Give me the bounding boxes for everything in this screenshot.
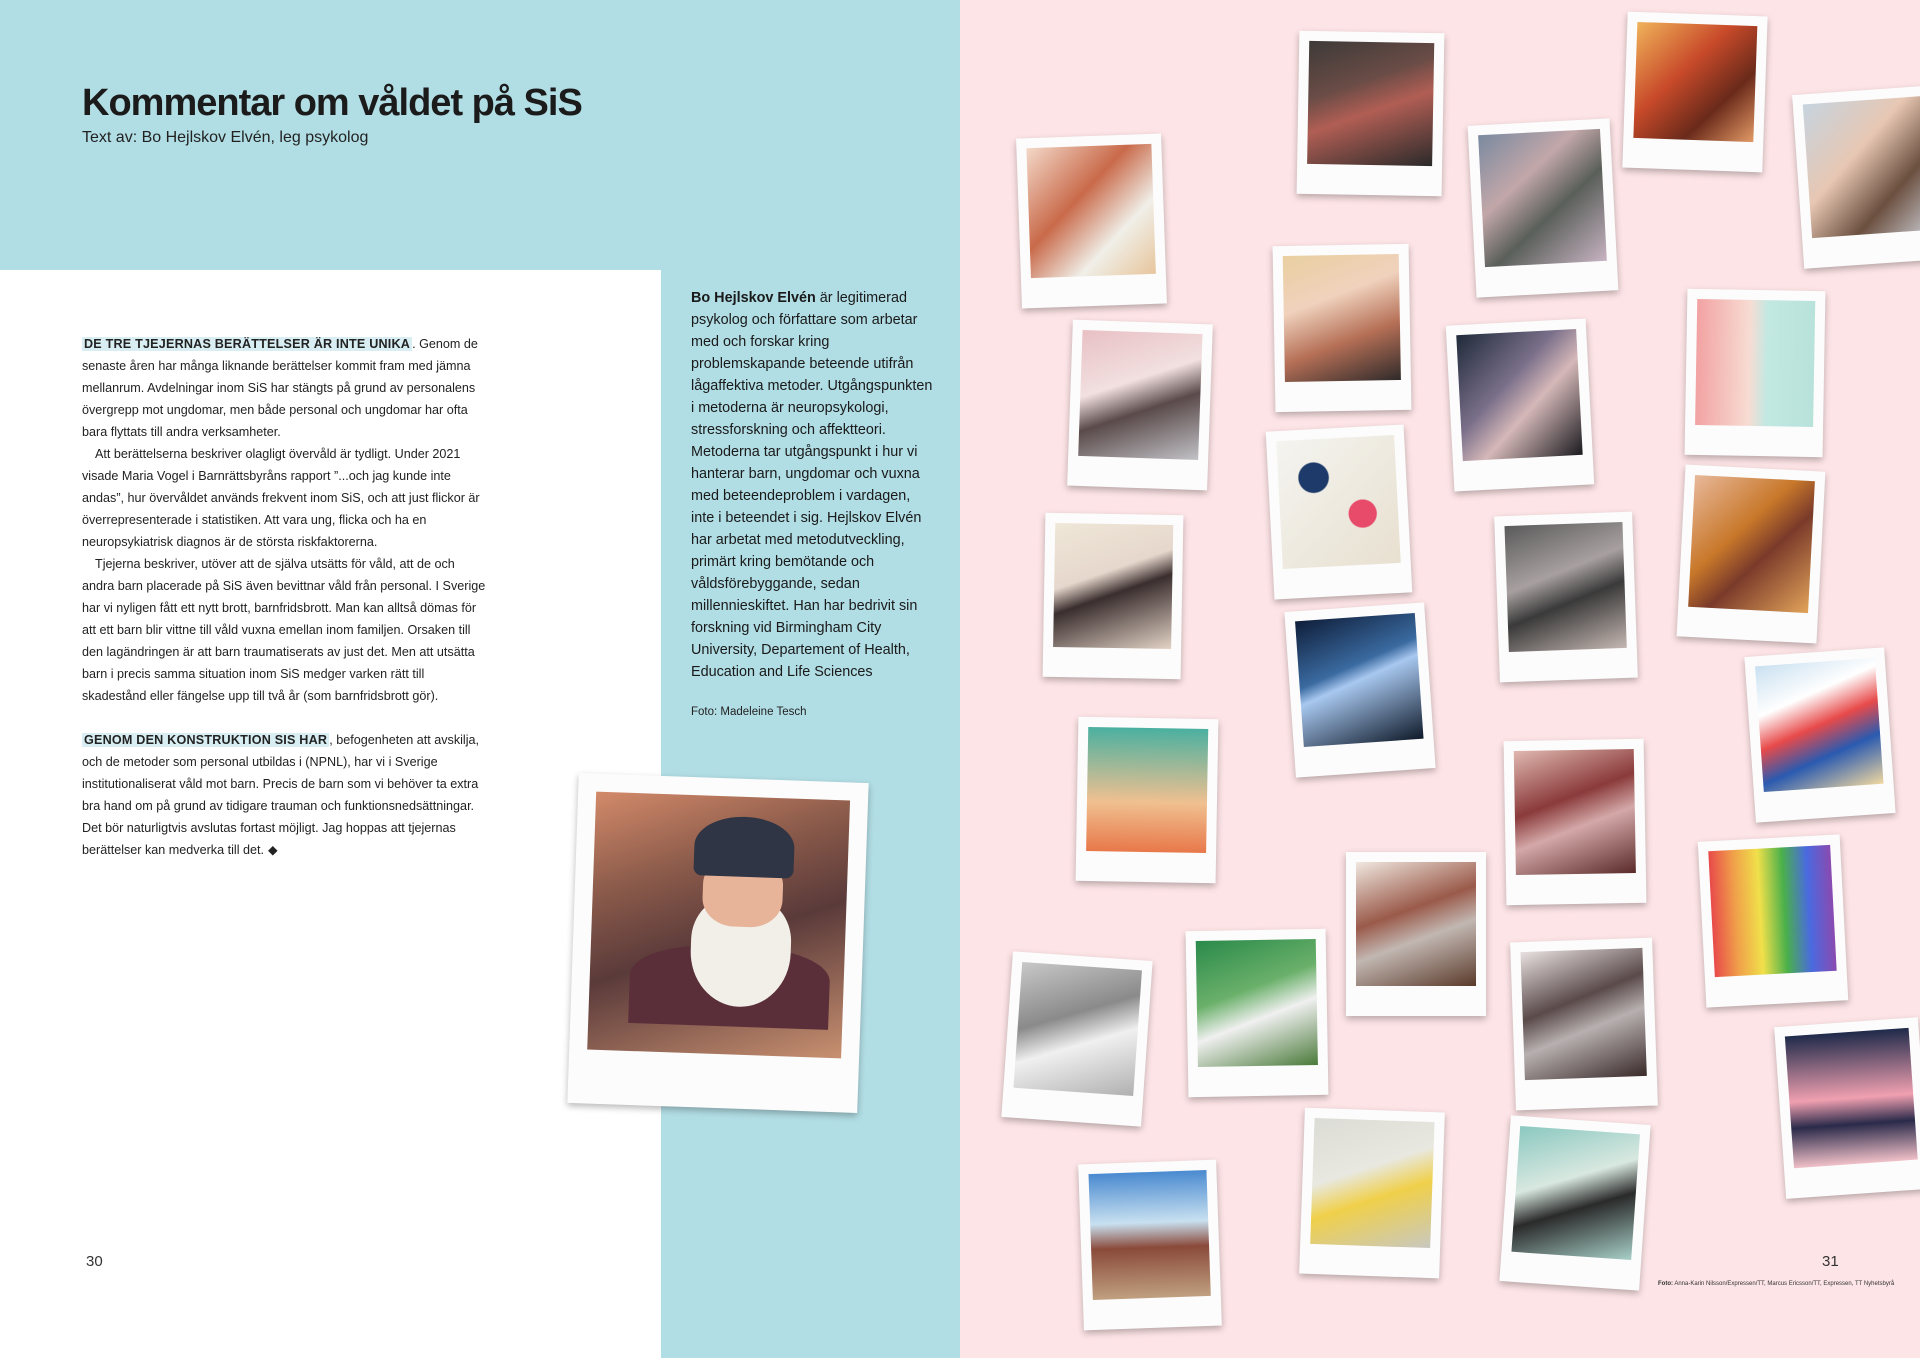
crying-girl-photo	[1456, 329, 1582, 461]
polaroid-night-flowers	[1744, 647, 1895, 822]
paragraph-text: . Genom de senaste åren har många liknande berättelser kommit fram med jämna mellanrum. Avdelningar inom SiS har stängts på grund av personalens övergrepp mot ungdomar, men både personal och ungdomar har ofta bara flyttats till andra verksamheter.	[82, 337, 478, 439]
ferris-wheel-photo	[1086, 727, 1208, 853]
polaroid-graffiti-wall	[1297, 31, 1445, 197]
brick-building-photo	[1708, 845, 1836, 977]
photo-credits	[1658, 1281, 1895, 1287]
watercolor-paints-photo	[1276, 435, 1401, 569]
paragraph-text: , befogenheten att avskilja, och de metoder som personal utbildas i (NPNL), har vi i Sverige institutionaliserat våld mot barn. Precis de barn som vi behöver ta extra bra hand om på grund av tidigare trauman och funktionsnedsättningar. Det bör naturligtvis avslutas fortast möjligt. Jag hoppas att tjejernas berättelser kan medverka till det.	[82, 733, 480, 857]
bio-name: Bo Hejlskov Elvén	[691, 290, 816, 306]
polaroid-toddler-girl	[1510, 938, 1658, 1111]
polaroid-blonde-girl	[1273, 244, 1412, 412]
page-number-right: 31	[1822, 1253, 1839, 1270]
credits-text: Anna-Karin Nilsson/Expressen/TT, Marcus Ericsson/TT, Expressen, TT Nyhetsbyrå	[1673, 1281, 1895, 1287]
shopping-carts-photo	[1310, 1118, 1434, 1248]
security-camera-photo	[1196, 939, 1318, 1067]
article-paragraph	[82, 333, 487, 443]
article-paragraph	[82, 729, 487, 861]
polaroid-street-buildings-sign	[1499, 1115, 1650, 1290]
polaroid-roaring-lion	[1677, 464, 1826, 643]
polaroid-security-camera	[1186, 929, 1329, 1097]
end-mark-icon: ◆	[268, 843, 278, 857]
polaroid-sis-flag	[1774, 1017, 1920, 1199]
pregnant-woman-photo	[1053, 523, 1173, 649]
polaroid-hanging-keys	[1067, 320, 1213, 491]
cat-in-flowers-photo	[1478, 129, 1607, 267]
graffiti-wall-photo	[1307, 41, 1434, 166]
polaroid-cat-in-flowers	[1468, 118, 1619, 297]
hanging-keys-photo	[1078, 330, 1202, 460]
author-bio	[691, 287, 936, 683]
rainbow-flag-woman-photo	[1013, 962, 1141, 1096]
children-eating-pizza-photo	[1026, 144, 1155, 278]
polaroid-crying-girl	[1446, 318, 1594, 491]
polaroid-ocean-sunset	[1078, 1160, 1222, 1331]
author-portrait-image	[587, 792, 850, 1059]
ocean-sunset-photo	[1088, 1170, 1210, 1300]
bio-text	[691, 287, 936, 683]
polaroid-children-eating-pizza	[1016, 134, 1167, 309]
sis-flag-photo	[1785, 1028, 1918, 1168]
sunset-sky-photo	[1295, 613, 1423, 747]
polaroid-girl-in-car-seat	[1792, 85, 1920, 268]
roaring-lion-photo	[1688, 475, 1815, 613]
polaroid-rainbow-flag-woman	[1001, 951, 1152, 1126]
polaroid-sunset-sky	[1284, 602, 1435, 777]
article-paragraph: Tjejerna beskriver, utöver att de själva utsätts för våld, att de och andra barn placerade på SiS även bevittnar våld från personal. I Sverige har vi nyligen fått ett nytt brott, barnfridsbrott. Man kan alltså dömas för att ett barn blir vittne till våld vuxna emellan inom familjen. Orsaken till den lagändringen är att barn traumatiserats av just det. Men att utsätta barn i precis samma situation inom SiS medger varken rätt till skadestånd eller fängelse upp till två år (som barnfridsbrott gör).	[82, 557, 486, 703]
polaroid-trees-from-below	[1346, 852, 1486, 1016]
polaroid-alarm-clock	[1685, 289, 1826, 457]
article-body	[82, 333, 487, 861]
article-title: Kommentar om våldet på SiS	[82, 82, 582, 124]
girl-in-car-seat-photo	[1803, 96, 1920, 238]
polaroid-shopping-carts	[1299, 1108, 1445, 1279]
bio-description: är legitimerad psykolog och författare som arbetar med och forskar kring problemskapande beteende utifrån lågaffektiva metoder. Utgångspunkten i metoderna är neuropsykologi, stressforskning och affektteori. Metoderna tar utgångspunkt i hur vi hanterar barn, ungdomar och vuxna med beteendeproblem i vardagen, inte i beteendet i sig. Hejlskov Elvén har arbetat med metodutveckling, primärt kring bemötande och våldsförebyggande, sedan millennieskiftet. Han har bedrivit sin forskning vid Birmingham City University, Departement of Health, Education and Life Sciences	[691, 290, 933, 680]
blonde-girl-photo	[1283, 254, 1401, 382]
byline: Text av: Bo Hejlskov Elvén, leg psykolog	[82, 129, 369, 146]
polaroid-girl-red-tones	[1622, 12, 1767, 173]
credits-label: Foto:	[1658, 1281, 1673, 1287]
author-photo	[567, 773, 868, 1113]
polaroid-pregnant-woman	[1043, 513, 1184, 679]
polaroid-watercolor-paints	[1266, 425, 1413, 600]
corridor-photo	[1504, 522, 1626, 652]
alarm-clock-photo	[1695, 299, 1815, 427]
pylon-tower-photo	[1514, 749, 1636, 875]
polaroid-corridor	[1494, 512, 1638, 683]
polaroid-pylon-tower	[1504, 739, 1647, 905]
night-flowers-photo	[1755, 658, 1883, 792]
photo-credit: Foto: Madeleine Tesch	[691, 706, 807, 718]
trees-from-below-photo	[1356, 862, 1476, 986]
kicker: GENOM DEN KONSTRUKTION SIS HAR	[84, 733, 328, 747]
article-paragraph: Att berättelserna beskriver olagligt övervåld är tydligt. Under 2021 visade Maria Vogel i Barnrättsbyråns rapport ”...och jag kunde inte andas”, hur övervåldet används frekvent inom SiS, och att just flickor är överrepresenterade i statistiken. Att vara ung, flicka och ha en neuropsykiatrisk diagnos är de största riskfaktorerna.	[82, 447, 480, 549]
toddler-girl-photo	[1520, 948, 1646, 1080]
page-number-left: 30	[86, 1253, 103, 1270]
girl-red-tones-photo	[1633, 22, 1757, 142]
kicker: DE TRE TJEJERNAS BERÄTTELSER ÄR INTE UNIKA	[84, 337, 411, 351]
polaroid-ferris-wheel	[1076, 717, 1219, 883]
polaroid-brick-building	[1698, 834, 1848, 1007]
street-buildings-sign-photo	[1511, 1126, 1639, 1260]
